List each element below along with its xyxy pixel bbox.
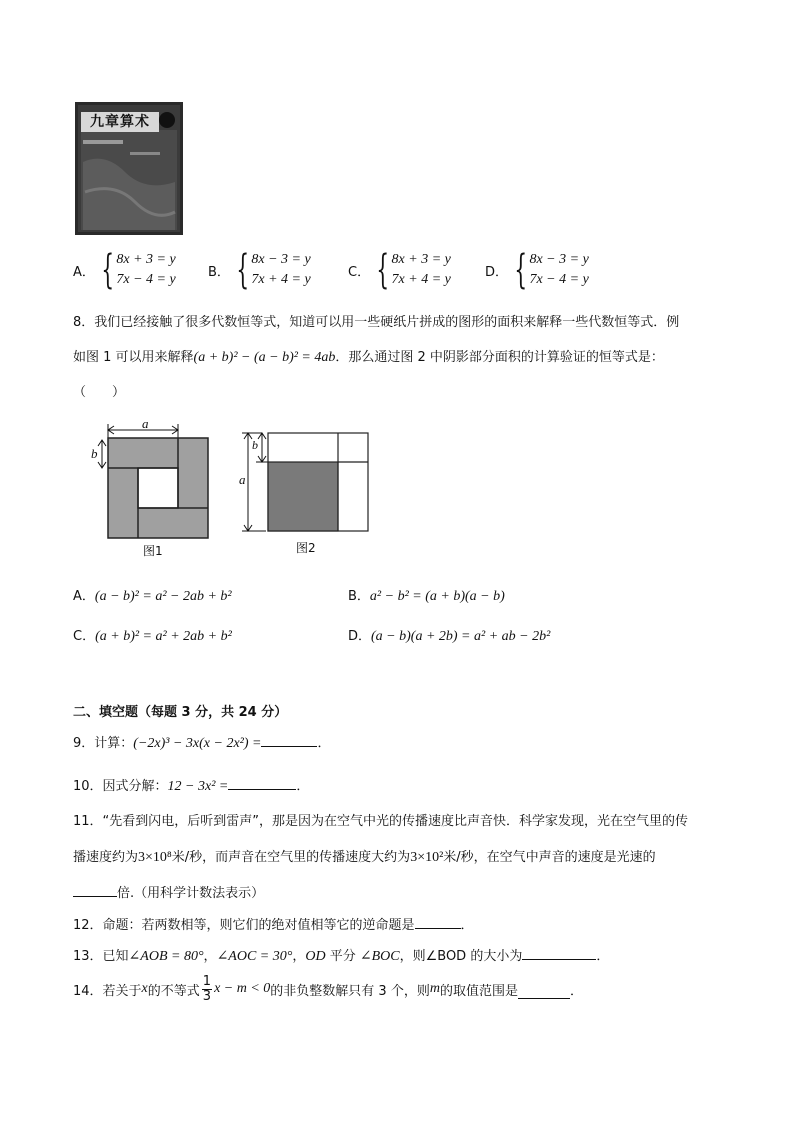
fig2-label-b: b [252, 438, 258, 452]
q13-text: ， [203, 949, 217, 964]
q11-text: 倍.（用科学计数法表示） [117, 886, 265, 901]
option-label: B． [348, 589, 370, 604]
option-label: A． [73, 264, 95, 280]
q11-text: 米/秒，而声音在空气里的传播速度大约为 [171, 850, 411, 865]
q9-formula: (−2x)³ − 3x(x − 2x²) = [133, 736, 262, 751]
option-formula: a² − b² = (a + b)(a − b) [369, 589, 505, 604]
fraction [202, 975, 212, 1003]
q7-option-b[interactable] [208, 247, 311, 293]
q13-text: ． [596, 949, 610, 964]
option-label: B． [208, 264, 230, 280]
fig1-caption: 图1 [143, 544, 163, 558]
q14-var: x [141, 981, 148, 997]
q12-text: 12．命题：若两数相等，则它们的绝对值相等它的逆命题是 [73, 918, 415, 933]
q10-pre: 10．因式分解： [73, 779, 168, 794]
q12-post: ． [460, 918, 474, 933]
option-label: C． [73, 629, 96, 644]
brace-icon: { [236, 247, 250, 293]
q11-line1: 11．“先看到闪电，后听到雷声”，那是因为在空气中光的传播速度比声音快．科学家发现，光在空气里的传 [73, 814, 689, 829]
q14-text: ． [569, 983, 583, 999]
q8-option-d[interactable] [348, 625, 550, 645]
fraction-numerator: 1 [202, 974, 212, 989]
q13-formula: ∠AOB = 80° [128, 949, 204, 964]
q13-formula: OD [305, 949, 326, 964]
book-cover-image [75, 102, 183, 235]
q14-text: 的取值范围是 [439, 983, 518, 999]
q9-pre: 9．计算： [73, 736, 134, 751]
answer-blank[interactable] [415, 914, 461, 929]
speed-light: 3×10⁸ [138, 850, 172, 865]
fig1-label-a: a [142, 416, 149, 431]
q8-option-c[interactable] [73, 625, 232, 645]
equation: 8x + 3 = y [116, 252, 176, 267]
q8-answer-parens: （ ） [73, 385, 126, 400]
q7-option-d[interactable] [485, 247, 589, 293]
figure-1 [88, 418, 218, 558]
option-label: D． [485, 264, 509, 280]
q14-text: 的非负整数解只有 3 个，则 [270, 983, 430, 999]
speed-sound: 3×10² [410, 850, 444, 865]
q8-formula: (a + b)² − (a − b)² = 4ab [193, 350, 336, 365]
answer-blank[interactable] [261, 732, 317, 747]
brace-icon: { [101, 247, 114, 293]
q14-var: m [429, 981, 440, 997]
fig1-label-b: b [91, 446, 98, 461]
q11-line2 [73, 846, 656, 866]
answer-blank[interactable] [228, 775, 296, 790]
q7-options [73, 247, 733, 293]
equation: 7x + 4 = y [391, 272, 451, 287]
q9 [73, 732, 330, 752]
option-label: C． [348, 264, 371, 280]
fig2-caption: 图2 [296, 541, 316, 555]
equation: 7x − 4 = y [116, 272, 176, 287]
q8-line1: 8．我们已经接触了很多代数恒等式，知道可以用一些硬纸片拼成的图形的面积来解释一些代数恒等式．例 [73, 315, 680, 330]
option-label: D． [348, 629, 372, 644]
q11-text: 播速度约为 [73, 850, 139, 865]
q10 [73, 775, 309, 795]
q7-option-c[interactable] [348, 247, 451, 293]
q8-line2 [73, 346, 664, 366]
q14-text: 14．若关于 [73, 983, 142, 999]
equation: 8x − 3 = y [251, 252, 311, 267]
brace-icon: { [514, 247, 528, 293]
q10-post: ． [296, 779, 310, 794]
q14-text: 的不等式 [147, 983, 200, 999]
q13-text: 平分 [325, 949, 360, 964]
q14 [73, 975, 583, 1003]
q13-formula: ∠BOC [359, 949, 400, 964]
fraction-denominator: 3 [202, 988, 212, 1004]
q13-text: ，则∠BOD 的大小为 [399, 949, 523, 964]
q13-text: ， [292, 949, 306, 964]
equation: 8x − 3 = y [529, 252, 589, 267]
option-label: A． [73, 589, 95, 604]
q13-text: 13．已知 [73, 949, 129, 964]
q9-post: ． [317, 736, 331, 751]
q11-line3 [73, 882, 264, 901]
option-formula: (a + b)² = a² + 2ab + b² [95, 629, 232, 644]
q13-formula: ∠AOC = 30° [216, 949, 293, 964]
fig2-label-a: a [239, 472, 246, 487]
q7-option-a[interactable] [73, 247, 176, 293]
option-formula: (a − b)² = a² − 2ab + b² [94, 589, 232, 604]
q8-option-b[interactable] [348, 585, 505, 605]
q8-line2-pre: 如图 1 可以用来解释 [73, 350, 194, 365]
answer-blank[interactable] [518, 984, 570, 999]
q11-text: 米/秒，在空气中声音的速度是光速的 [443, 850, 656, 865]
answer-blank[interactable] [73, 882, 117, 897]
q12 [73, 914, 474, 933]
answer-blank[interactable] [522, 945, 596, 960]
equation: 7x + 4 = y [251, 272, 311, 287]
equation: 8x + 3 = y [391, 252, 451, 267]
q10-formula: 12 − 3x² = [167, 779, 229, 794]
q14-inequality: x − m < 0 [214, 981, 271, 997]
option-formula: (a − b)(a + 2b) = a² + ab − 2b² [371, 629, 551, 644]
q8-option-a[interactable] [73, 585, 232, 605]
book-title: 九章算术 [90, 114, 150, 130]
q8-line2-post: ．那么通过图 2 中阴影部分面积的计算验证的恒等式是： [335, 350, 664, 365]
section-title: 二、填空题（每题 3 分，共 24 分） [73, 705, 288, 720]
brace-icon: { [376, 247, 390, 293]
figure-2 [236, 428, 376, 558]
equation: 7x − 4 = y [529, 272, 589, 287]
q13 [73, 945, 609, 965]
